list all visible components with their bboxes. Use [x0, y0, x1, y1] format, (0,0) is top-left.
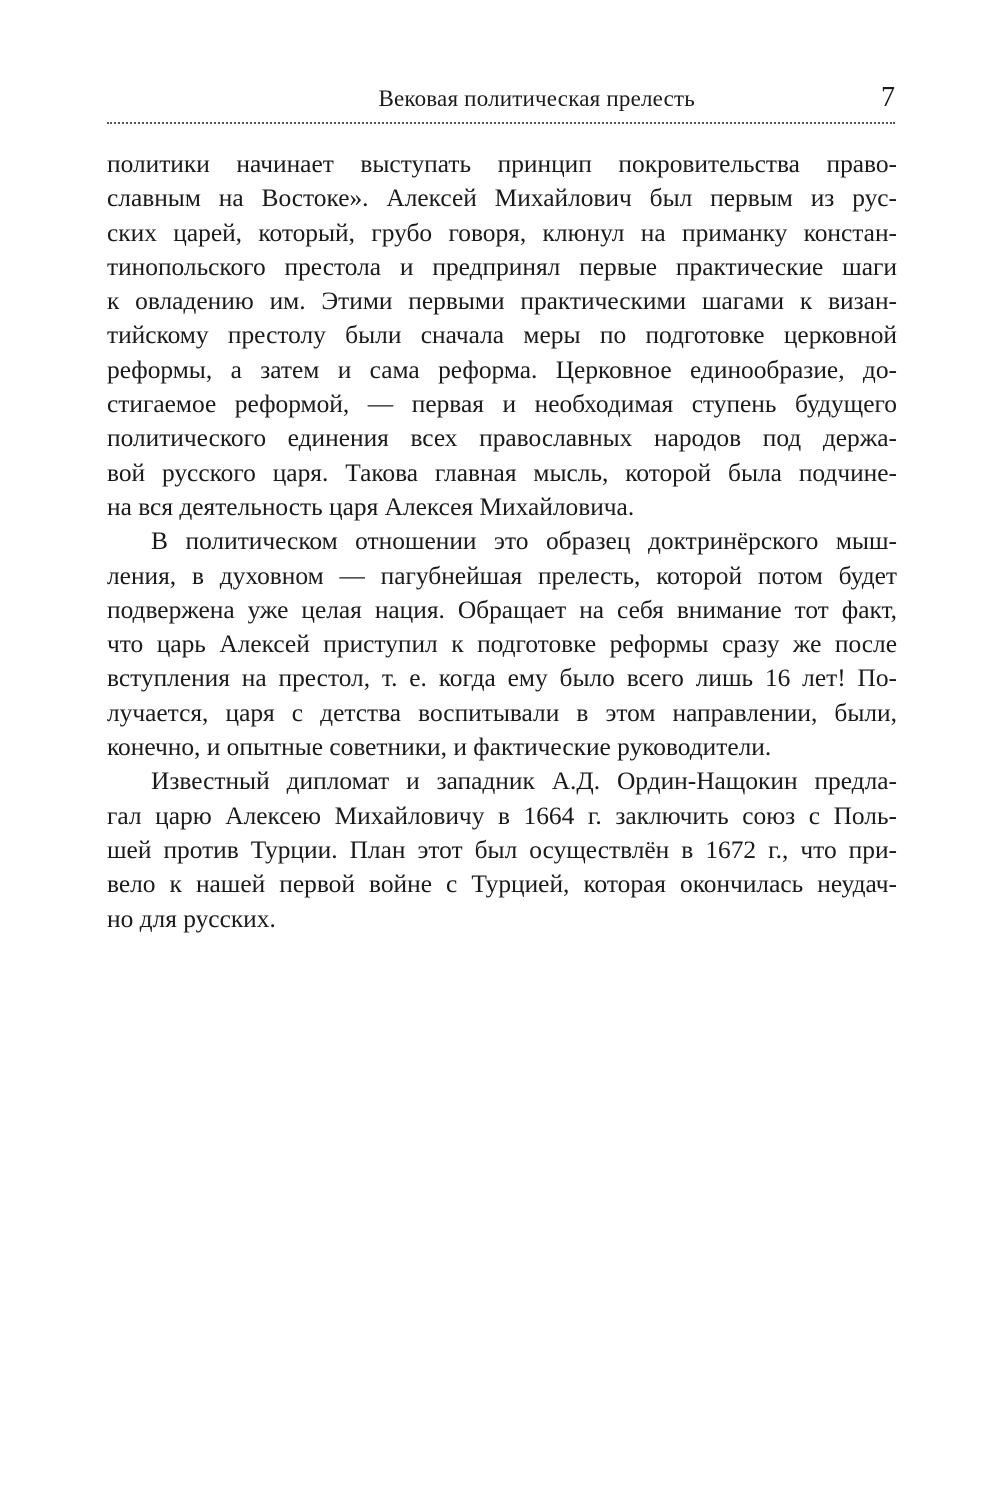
text-line: ских царей, который, грубо говоря, клюнул на приманку констан- [107, 218, 897, 247]
paragraph-2 [107, 524, 897, 764]
text-line: к овладению им. Этими первыми практическими шагами к визан- [107, 287, 897, 316]
text-line: политического единения всех православных народов под держа- [107, 424, 897, 453]
text-line: политики начинает выступать принцип покровительства право- [107, 150, 897, 178]
text-line: славным на Востоке». Алексей Михайлович был первым из рус- [107, 184, 897, 213]
text-line: В политическом отношении это образец доктринёрского мыш- [151, 527, 897, 556]
text-line: лучается, царя с детства воспитывали в этом направлении, были, [107, 698, 897, 727]
text-line: вело к нашей первой войне с Турцией, которая окончилась неудач- [107, 870, 897, 899]
text-line: подвержена уже целая нация. Обращает на себя внимание тот факт, [107, 595, 897, 624]
text-line: ления, в духовном — пагубнейшая прелесть, которой потом будет [107, 561, 897, 590]
text-line: вступления на престол, т. е. когда ему было всего лишь 16 лет! По- [107, 664, 897, 693]
text-line: вой русского царя. Такова главная мысль, которой была подчине- [107, 458, 897, 487]
running-head [107, 82, 895, 124]
page-number: 7 [881, 82, 895, 113]
text-line: но для русских. [107, 904, 276, 933]
text-line: Известный дипломат и западник А.Д. Ордин-Нащокин предла- [151, 767, 897, 796]
text-line: на вся деятельность царя Алексея Михайловича. [107, 492, 635, 521]
text-line: гал царю Алексею Михайловичу в 1664 г. заключить союз с Поль- [107, 801, 897, 830]
text-line: что царь Алексей приступил к подготовке реформы сразу же после [107, 630, 897, 659]
paragraph-3 [107, 764, 897, 935]
text-line: шей против Турции. План этот был осуществлён в 1672 г., что при- [107, 835, 897, 864]
paragraph-1 [107, 147, 897, 524]
running-title: Вековая политическая прелесть [378, 86, 695, 111]
text-line: стигаемое реформой, — первая и необходимая ступень будущего [107, 390, 897, 419]
text-line: тийскому престолу были сначала меры по подготовке церковной [107, 321, 897, 350]
body-text [107, 147, 897, 936]
text-line: тинопольского престола и предпринял первые практические шаги [107, 252, 897, 281]
text-line: реформы, а затем и сама реформа. Церковное единообразие, до- [107, 355, 897, 384]
text-line: конечно, и опытные советники, и фактические руководители. [107, 733, 772, 762]
